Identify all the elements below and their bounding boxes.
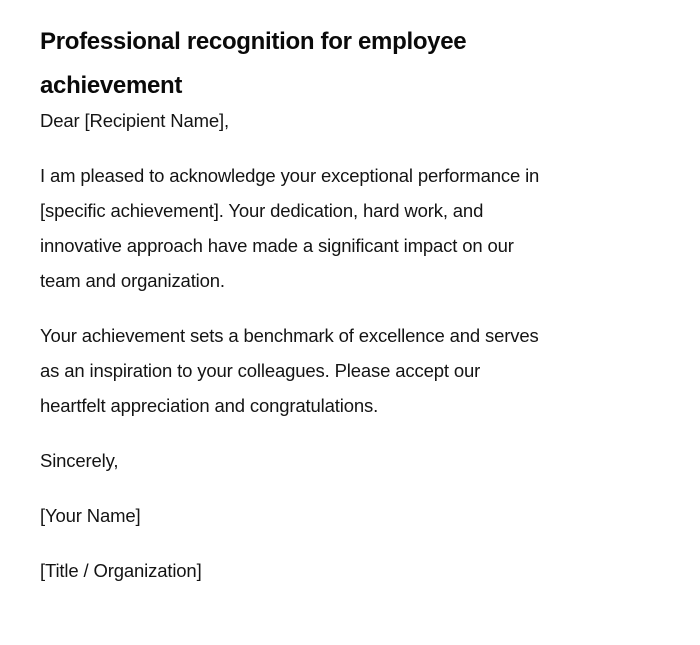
closing	[40, 443, 680, 478]
signature-title	[40, 553, 680, 588]
paragraph-line: I am pleased to acknowledge your exceptional performance in	[40, 165, 540, 186]
paragraph-line: innovative approach have made a significant impact on our	[40, 235, 514, 256]
greeting-text: Dear [Recipient Name],	[40, 110, 229, 131]
letter-title	[40, 20, 680, 108]
paragraph-line: heartfelt appreciation and congratulations.	[40, 395, 379, 416]
paragraph-line: Your achievement sets a benchmark of excellence and serves	[40, 325, 539, 346]
body-paragraph-1	[40, 158, 680, 298]
closing-text: Sincerely,	[40, 450, 119, 471]
greeting	[40, 103, 680, 138]
paragraph-line: team and organization.	[40, 270, 225, 291]
title-line: achievement	[40, 72, 183, 99]
letter-document	[40, 20, 680, 608]
signature-name	[40, 498, 680, 533]
signature-name-text: [Your Name]	[40, 505, 141, 526]
title-line: Professional recognition for employee	[40, 28, 467, 55]
paragraph-line: as an inspiration to your colleagues. Please accept our	[40, 360, 481, 381]
paragraph-line: [specific achievement]. Your dedication, hard work, and	[40, 200, 484, 221]
body-paragraph-2	[40, 318, 680, 423]
signature-title-text: [Title / Organization]	[40, 560, 202, 581]
